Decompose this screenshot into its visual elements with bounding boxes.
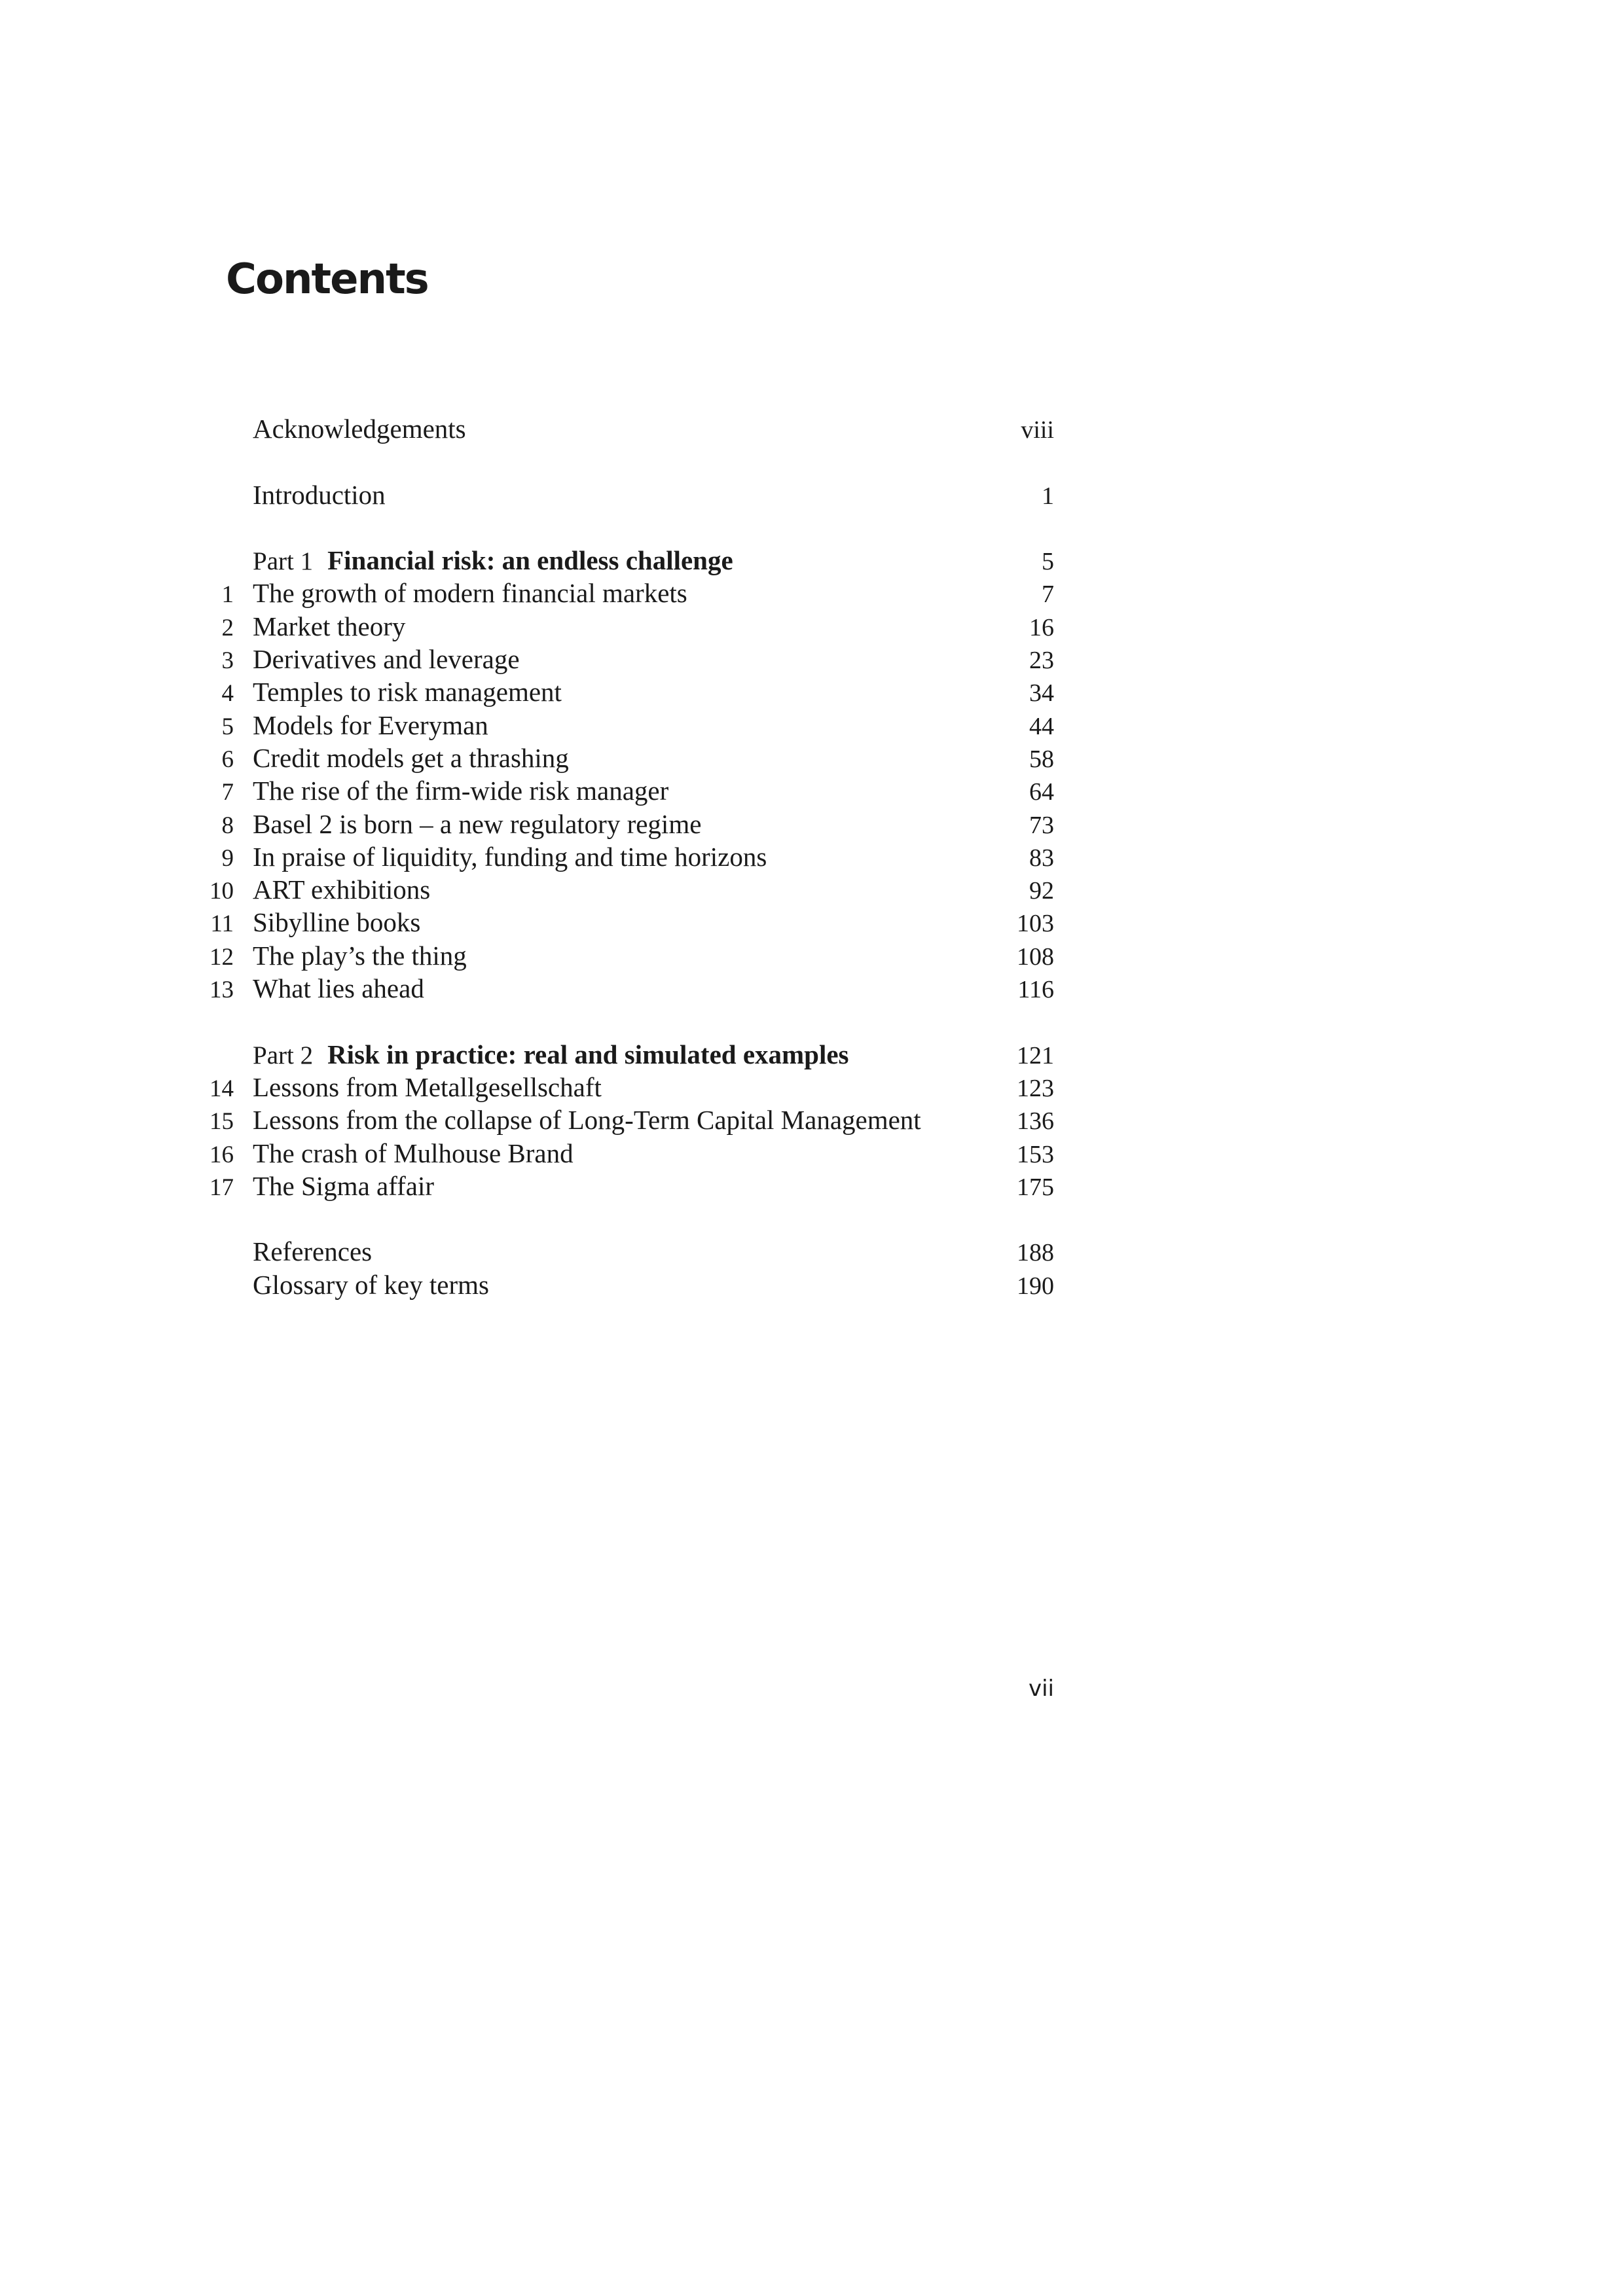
- chapter-title: What lies ahead: [253, 973, 424, 1004]
- toc-chapter[interactable]: [196, 742, 1054, 774]
- entry-title: Acknowledgements: [253, 414, 466, 444]
- chapter-title: The crash of Mulhouse Brand: [253, 1138, 574, 1168]
- toc-chapter[interactable]: [196, 906, 1054, 939]
- chapter-number: 16: [210, 1141, 234, 1168]
- chapter-title: The Sigma affair: [253, 1170, 435, 1201]
- chapter-number: 15: [210, 1108, 234, 1136]
- page-number: 103: [1017, 910, 1054, 938]
- toc-chapter[interactable]: [196, 675, 1054, 708]
- toc-chapter[interactable]: [196, 1071, 1054, 1103]
- toc-part-heading-2[interactable]: [196, 1038, 1054, 1071]
- toc-entry-introduction[interactable]: [196, 478, 1054, 511]
- toc-chapter[interactable]: [196, 840, 1054, 873]
- page-number: 190: [1017, 1272, 1054, 1300]
- chapter-title: Temples to risk management: [253, 677, 562, 708]
- page-number: 16: [1029, 613, 1054, 641]
- page-number: 1: [1042, 482, 1054, 510]
- toc-chapter[interactable]: [196, 939, 1054, 972]
- chapter-title: Market theory: [253, 611, 406, 641]
- chapter-title: The play’s the thing: [253, 940, 467, 971]
- toc-chapter[interactable]: [196, 774, 1054, 807]
- page-number: 123: [1017, 1074, 1054, 1102]
- chapter-number: 8: [221, 812, 234, 839]
- toc-chapter[interactable]: [196, 577, 1054, 609]
- part-title: [253, 1038, 969, 1072]
- spacer: [196, 1202, 1054, 1235]
- page-number: 108: [1017, 942, 1054, 971]
- chapter-number: 6: [221, 745, 234, 773]
- page-number: 34: [1029, 679, 1054, 708]
- part-label: Part 1: [253, 547, 314, 576]
- toc-entry-references[interactable]: [196, 1235, 1054, 1268]
- chapter-title: The growth of modern financial markets: [253, 578, 687, 609]
- chapter-title: Derivatives and leverage: [253, 644, 520, 675]
- page-number: viii: [1021, 416, 1054, 444]
- page-number: 58: [1029, 745, 1054, 773]
- chapter-number: 13: [210, 977, 234, 1004]
- chapter-number: 7: [221, 779, 234, 806]
- chapter-number: 14: [210, 1075, 234, 1102]
- chapter-number: 3: [221, 647, 234, 675]
- toc-chapter[interactable]: [196, 873, 1054, 906]
- page-number: 23: [1029, 647, 1054, 675]
- table-of-contents: [196, 412, 1054, 1301]
- chapter-number: 12: [210, 943, 234, 971]
- toc-chapter[interactable]: [196, 1170, 1054, 1202]
- chapter-title: Sibylline books: [253, 907, 421, 938]
- spacer: [196, 1005, 1054, 1037]
- toc-part-heading-1[interactable]: [196, 544, 1054, 577]
- toc-chapter[interactable]: [196, 1103, 1054, 1136]
- entry-title: Glossary of key terms: [253, 1269, 489, 1300]
- chapter-number: 17: [210, 1174, 234, 1201]
- chapter-title: In praise of liquidity, funding and time horizons: [253, 841, 767, 872]
- chapter-title: Lessons from Metallgesellschaft: [253, 1071, 602, 1102]
- page-number: 64: [1029, 778, 1054, 806]
- page-title: Contents: [226, 255, 428, 304]
- page-number: 121: [1017, 1041, 1054, 1069]
- page-number: 7: [1042, 581, 1054, 609]
- chapter-number: 9: [221, 844, 234, 872]
- page-number: 175: [1017, 1173, 1054, 1201]
- page-number: 188: [1017, 1239, 1054, 1267]
- toc-chapter[interactable]: [196, 643, 1054, 675]
- toc-chapter[interactable]: [196, 709, 1054, 742]
- chapter-number: 11: [210, 910, 234, 938]
- toc-chapter[interactable]: [196, 972, 1054, 1005]
- entry-title: Introduction: [253, 479, 386, 510]
- chapter-number: 4: [221, 680, 234, 708]
- page-folio: vii: [1028, 1676, 1054, 1702]
- spacer: [196, 511, 1054, 544]
- page-number: 136: [1017, 1107, 1054, 1136]
- page-number: 44: [1029, 712, 1054, 740]
- toc-entry-acknowledgements[interactable]: [196, 412, 1054, 445]
- chapter-title: Basel 2 is born – a new regulatory regime: [253, 808, 702, 839]
- part-name: Financial risk: an endless challenge: [327, 545, 733, 576]
- chapter-title: Models for Everyman: [253, 709, 488, 740]
- toc-chapter[interactable]: [196, 610, 1054, 643]
- chapter-number: 10: [210, 878, 234, 905]
- page-number: 73: [1029, 811, 1054, 839]
- chapter-title: Credit models get a thrashing: [253, 742, 569, 773]
- part-label: Part 2: [253, 1041, 314, 1069]
- spacer: [196, 445, 1054, 478]
- toc-entry-glossary[interactable]: [196, 1268, 1054, 1301]
- chapter-number: 1: [221, 581, 234, 609]
- part-name: Risk in practice: real and simulated examples: [327, 1039, 849, 1069]
- chapter-number: 5: [221, 713, 234, 740]
- chapter-number: 2: [221, 614, 234, 641]
- page-number: 83: [1029, 844, 1054, 872]
- toc-chapter[interactable]: [196, 1137, 1054, 1170]
- page-number: 5: [1042, 548, 1054, 576]
- page-number: 116: [1017, 976, 1054, 1004]
- toc-chapter[interactable]: [196, 808, 1054, 840]
- page-number: 153: [1017, 1140, 1054, 1168]
- chapter-title: ART exhibitions: [253, 874, 431, 905]
- entry-title: References: [253, 1236, 373, 1267]
- page-number: 92: [1029, 877, 1054, 905]
- chapter-title: Lessons from the collapse of Long-Term Capital Management: [253, 1105, 921, 1136]
- part-title: [253, 544, 969, 578]
- chapter-title: The rise of the firm-wide risk manager: [253, 776, 669, 806]
